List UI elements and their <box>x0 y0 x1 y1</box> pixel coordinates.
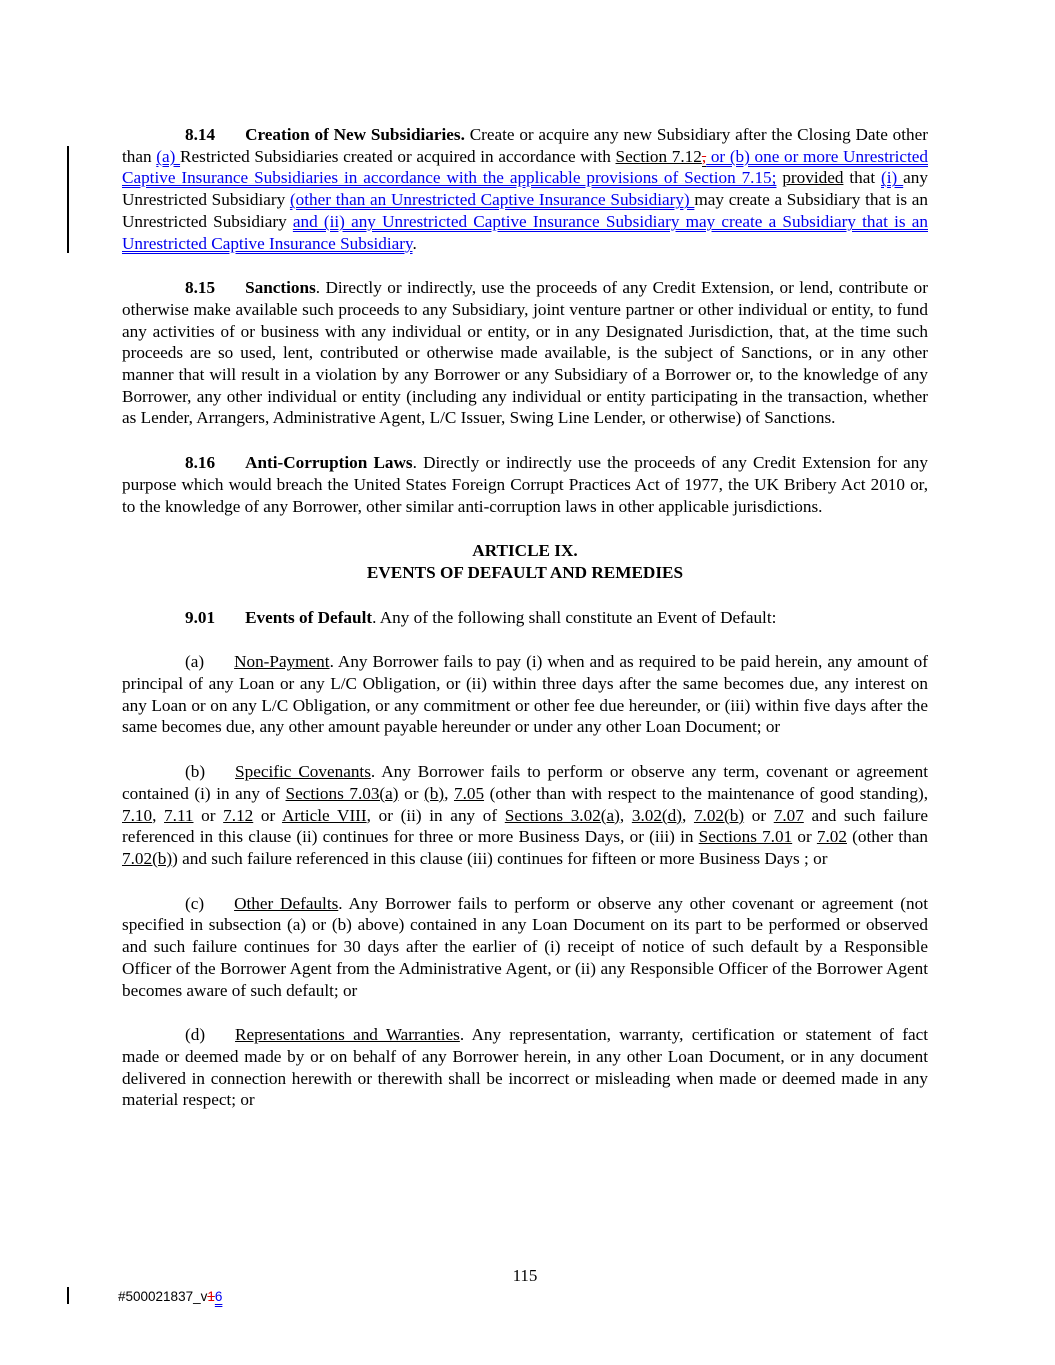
bold-heading-run: Sanctions <box>245 278 316 298</box>
text-run: (other than with respect to the maintenance of good standing), <box>484 783 928 803</box>
underlined-run: Sections 7.01 <box>698 827 793 847</box>
text-run: . Directly or indirectly use the proceeds of any Credit Extension for any purpose which would breach the United States Foreign Corrupt Practices Act of 1977, the UK Bribery Act 2010 or, to the knowledge of any Borrower, other similar anti-corruption laws in other applicable jurisdictions. <box>122 453 928 516</box>
text-run: . Any Borrower fails to pay (i) when and as required to be paid herein, any amount of principal of any Loan or any L/C Obligation, or (ii) within three days after the same becomes due, any interest on any Loan or on any L/C Obligation, or any commitment or other fee due hereunder, or (iii) within five days after the same becomes due, any other amount payable hereunder or under any other Loan Document; or <box>122 652 928 737</box>
underlined-run: Sections 3.02(a) <box>504 805 620 825</box>
bold-heading-run: Events of Default <box>245 607 373 627</box>
text-run: (a) <box>185 652 205 672</box>
underlined-run: Sections 7.03(a) <box>285 783 399 803</box>
paragraph-9-01-events-of-default <box>122 607 928 629</box>
paragraph-9-01-a-non-payment <box>122 651 928 738</box>
doc-id-inserted-text: 6 <box>214 1289 223 1304</box>
text-run: or <box>744 805 774 825</box>
change-bar-paragraph-8-14 <box>67 146 69 253</box>
doc-id-prefix: #500021837_v <box>118 1289 208 1304</box>
underlined-run: 7.05 <box>453 783 485 803</box>
paragraph-9-01-c-other-defaults <box>122 893 928 1002</box>
underlined-run: 7.02(b) <box>693 805 745 825</box>
change-bar-footer <box>67 1287 69 1304</box>
paragraph-9-01-d-representations-and-warranties <box>122 1024 928 1111</box>
article-ix-heading <box>122 540 928 583</box>
underlined-run: Other Defaults <box>234 893 339 913</box>
underlined-run: Section 7.12 <box>615 146 702 166</box>
underlined-run: Specific Covenants <box>235 762 371 782</box>
text-run: , <box>619 805 632 825</box>
underlined-run: Non-Payment <box>234 652 330 672</box>
doc-id-deleted-text: 1 <box>207 1289 215 1304</box>
text-run: Create or acquire any new Subsidiary after the Closing Date other than <box>122 125 928 166</box>
inserted-text: and (ii) any Unrestricted Captive Insurance Subsidiary may create a Subsidiary that is an Unrestricted Captive Insurance Subsidiary <box>122 211 928 253</box>
inserted-text: (a) <box>156 146 181 166</box>
underlined-run: 3.02(d) <box>631 805 682 825</box>
article-title: EVENTS OF DEFAULT AND REMEDIES <box>366 562 684 582</box>
text-run: or <box>792 827 817 847</box>
footer-doc-id <box>118 1289 222 1304</box>
underlined-run: 7.10 <box>122 805 153 825</box>
text-run: . Any Borrower fails to perform or observe any term, covenant or agreement contained (i) in any of <box>122 762 929 803</box>
underlined-run: 7.11 <box>164 805 194 825</box>
text-run: may create a Subsidiary that is an Unrestricted Subsidiary <box>122 190 928 231</box>
deleted-text: , <box>701 146 707 166</box>
text-run: , <box>152 805 165 825</box>
text-run: , <box>444 783 454 803</box>
underlined-run: Article VIII <box>281 805 367 825</box>
text-run: Restricted Subsidiaries created or acquired in accordance with <box>180 146 616 166</box>
text-run: (d) <box>185 1025 206 1045</box>
text-run: (other than <box>846 827 928 847</box>
paragraph-8-14-creation-of-new-subsidiaries <box>122 124 928 254</box>
page-content <box>122 124 928 1134</box>
inserted-text: (i) <box>881 168 904 188</box>
underlined-run: 7.07 <box>773 805 804 825</box>
text-run: and such failure referenced in this clause (ii) continues for three or more Business Days, or (iii) in <box>122 805 928 847</box>
inserted-text: or (b) one or more Unrestricted Captive Insurance Subsidiaries in accordance with the applicable provisions of Section 7.15; <box>122 146 928 188</box>
paragraph-8-15-sanctions <box>122 277 928 429</box>
text-run: (b) <box>185 762 206 782</box>
bold-heading-run: Creation of New Subsidiaries. <box>245 125 465 144</box>
text-run: . <box>412 233 417 253</box>
text-run: , <box>681 805 694 825</box>
text-run: . Any representation, warranty, certification or statement of fact made or deemed made by or on behalf of any Borrower herein, in any other Loan Document, or in any document delivered in connection herewith or therewith shall be incorrect or misleading when made or deemed made in any material respect; or <box>122 1025 929 1110</box>
text-run: , or (ii) in any of <box>366 805 505 825</box>
underlined-run: (b) <box>424 783 445 803</box>
text-run: or <box>398 783 425 803</box>
underlined-run: 7.12 <box>223 805 254 825</box>
text-run: any Unrestricted Subsidiary <box>122 168 928 210</box>
bold-heading-run: 9.01 <box>185 607 216 627</box>
text-run: or <box>193 805 224 825</box>
text-run: . Directly or indirectly, use the proceeds of any Credit Extension, or lend, contribute or otherwise make available such proceeds to any Subsidiary, joint venture partner or other individual or entity, to fund any activities of or business with any individual or entity, or in any Designated Jurisdiction, that, at the time such proceeds are so used, lent, contributed or otherwise made available, is the subject of Sanctions, or in any other manner that will result in a violation by any Borrower or any Subsidiary of a Borrower or, to the knowledge of any Borrower, any other individual or entity (including any individual or entity participating in the transaction, whether as Lender, Arrangers, Administrative Agent, L/C Issuer, Swing Line Lender, or otherwise) of Sanctions. <box>122 278 928 428</box>
underlined-run: Representations and Warranties <box>235 1025 460 1045</box>
text-run: . Any of the following shall constitute an Event of Default: <box>372 607 777 627</box>
text-run: (c) <box>185 893 205 913</box>
inserted-text: (other than an Unrestricted Captive Insurance Subsidiary) <box>289 190 695 210</box>
bold-heading-run: 8.14 <box>185 125 216 144</box>
article-number: ARTICLE IX. <box>472 541 578 561</box>
text-run: or <box>253 805 282 825</box>
text-run: that <box>843 168 882 188</box>
underlined-run: provided <box>782 168 844 188</box>
page-number: 115 <box>512 1266 538 1285</box>
underlined-run: 7.02(b) <box>122 848 173 868</box>
paragraph-9-01-b-specific-covenants <box>122 761 928 870</box>
text-run: ) and such failure referenced in this clause (iii) continues for fifteen or more Business Days ; or <box>172 848 828 868</box>
text-run: . Any Borrower fails to perform or observe any other covenant or agreement (not specified in subsection (a) or (b) above) contained in any Loan Document on its part to be performed or observed and such failure continues for 30 days after the earlier of (i) receipt of notice of such default by a Responsible Officer of the Borrower Agent from the Administrative Agent, or (ii) any Responsible Officer of the Borrower Agent becomes aware of such default; or <box>122 893 928 1000</box>
bold-heading-run: 8.16 <box>185 453 216 473</box>
bold-heading-run: 8.15 <box>185 278 216 298</box>
underlined-run: 7.02 <box>816 827 847 847</box>
paragraph-8-16-anti-corruption-laws <box>122 452 928 517</box>
bold-heading-run: Anti-Corruption Laws <box>245 453 413 473</box>
